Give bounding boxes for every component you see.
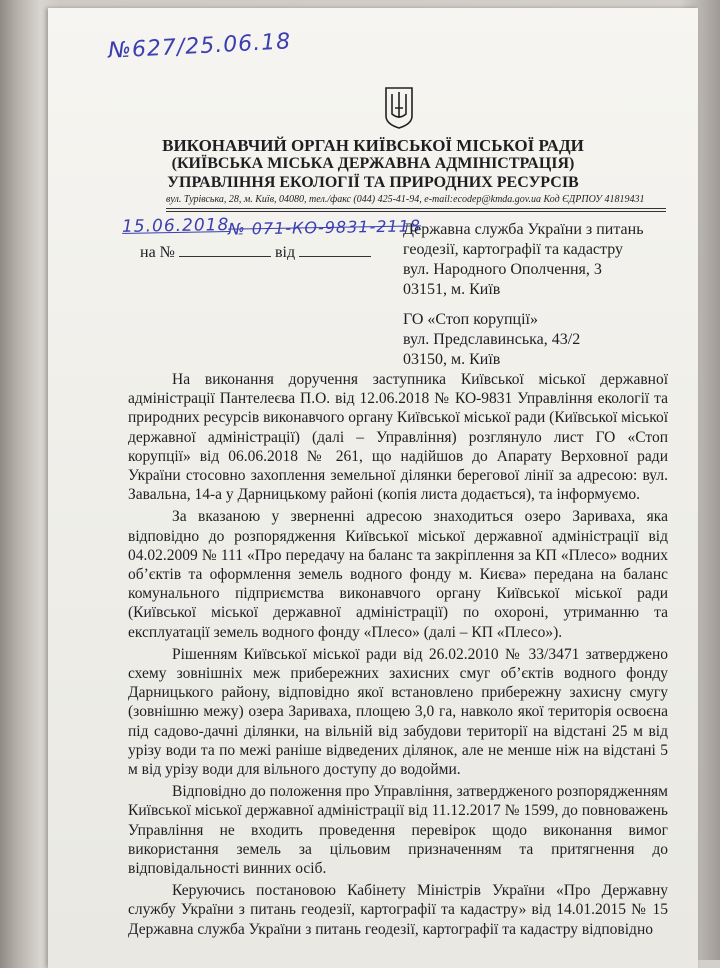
outgoing-number: № 071-КО-9831-2118 (227, 216, 422, 239)
letter-sheet (48, 8, 698, 968)
recipient-block-2 (403, 310, 580, 370)
header-address: вул. Турівська, 28, м. Київ, 04080, тел./факс (044) 425-41-94, e-mail:ecodep@kmda.gov.ua Код ЄДРПОУ 41819431 (166, 194, 645, 205)
header-line-1: ВИКОНАВЧИЙ ОРГАН КИЇВСЬКОЇ МІСЬКОЇ РАДИ (162, 136, 584, 155)
reference-date-blank (299, 244, 371, 257)
body-paragraph: Рішенням Київської міської ради від 26.02.2010 № 33/3471 затверджено схему зовнішніх меж прибережних захисних смуг об’єктів водного фонду Дарницького району, відповідно якої встановлено прибережну захисну смугу (зовнішню межу) озера Зариваха, площею 3,0 га, навколо якої територія освоєна під садово-дачні ділянки, на вільній від забудови території на відстані 25 м від урізу води та по межі раніше відведених ділянок, але не менше ніж на відстані 5 м від урізу води для вільного доступу до водойми. (128, 645, 668, 779)
body-paragraph: Керуючись постановою Кабінету Міністрів України «Про Державну службу України з питань геодезії, картографії та кадастру» від 14.01.2015 № 15 Державна служба України з питань геодезії, картографії та кадастру відповідно (128, 882, 668, 938)
recipient-line: вул. Предславинська, 43/2 (403, 331, 581, 348)
reference-number-blank (179, 244, 271, 257)
body-paragraph: За вказаною у зверненні адресою знаходиться озеро Зариваха, яка відповідно до розпорядження Київської міської державної адміністрації від 04.02.2009 № 111 «Про передачу на баланс та закріплення за КП «Плесо» водних об’єктів та оформлення земель водного фонду м. Києва» передана на баланс комунального підприємства виконавчого органу Київської міської ради (Київської міської державної адміністрації) по охороні, утриманню та експлуатації земель водного фонду «Плесо» (далі – КП «Плесо»). (128, 508, 668, 641)
body-paragraph: Відповідно до положення про Управління, затвердженого розпорядженням Київської міської державної адміністрації від 11.12.2017 № 1599, до повноважень Управління не входить проведення перевірок щодо виконання вимог використання земель за цільовим призначенням та притягнення до відповідальності винних осіб. (128, 783, 668, 878)
header-divider-secondary (166, 211, 666, 212)
recipient-line: вул. Народного Ополчення, 3 (403, 261, 602, 278)
reference-line (140, 244, 371, 262)
trident-coat-of-arms-icon (384, 86, 414, 130)
outgoing-date: 15.06.2018 (121, 215, 230, 237)
recipient-line: 03151, м. Київ (403, 281, 501, 298)
letter-body (128, 370, 668, 939)
recipient-line: геодезії, картографії та кадастру (403, 241, 624, 258)
recipient-line: ГО «Стоп корупції» (403, 311, 538, 328)
header-line-3: УПРАВЛІННЯ ЕКОЛОГІЇ ТА ПРИРОДНИХ РЕСУРСІВ (167, 174, 579, 191)
recipient-line: Державна служба України з питань (403, 221, 644, 238)
body-paragraph: На виконання доручення заступника Київської міської державної адміністрації Пантелеєва П.О. від 12.06.2018 № КО-9831 Управління екології та природних ресурсів виконавчого органу Київської міської ради (Київської міської державної адміністрації) (далі – Управління) розглянуло лист ГО «Стоп корупції» від 06.06.2018 № 261, що надійшов до Апарату Верховної ради України стосовно захоплення земельної ділянки берегової лінії за адресою: вул. Завальна, 14-а у Дарницькому районі (копія листа додається), та інформуємо. (128, 371, 668, 504)
reference-number-label: на № (140, 244, 175, 261)
reference-date-label: від (274, 244, 296, 261)
recipient-block-1 (403, 220, 644, 300)
recipient-line: 03150, м. Київ (403, 351, 501, 368)
registration-stamp: №627/25.06.18 (107, 29, 292, 64)
header-line-2: (КИЇВСЬКА МІСЬКА ДЕРЖАВНА АДМІНІСТРАЦІЯ) (171, 155, 575, 172)
header-divider (166, 208, 666, 209)
